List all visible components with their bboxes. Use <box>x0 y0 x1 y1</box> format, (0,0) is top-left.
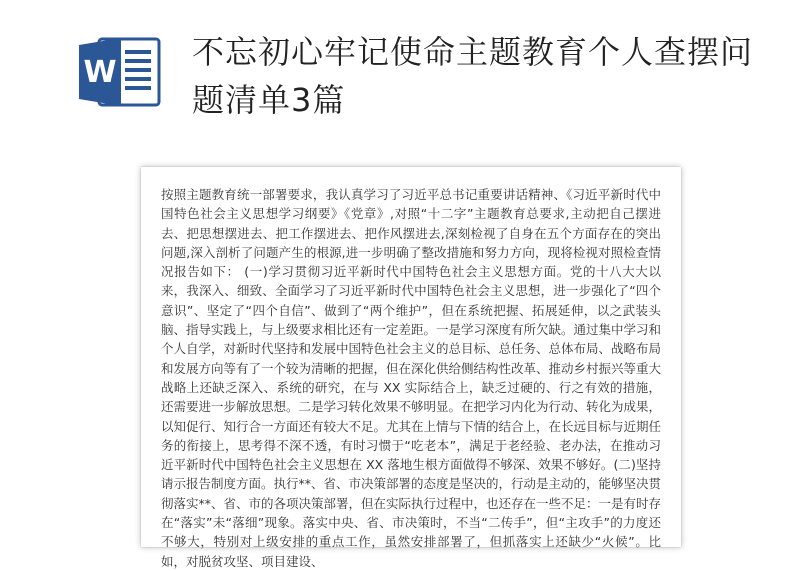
document-header <box>0 0 800 150</box>
word-document-icon <box>77 36 163 108</box>
word-icon-letter: W <box>83 55 117 90</box>
document-page <box>141 167 681 569</box>
document-body-text: 按照主题教育统一部署要求，我认真学习了习近平总书记重要讲话精神、《习近平新时代中国特色社会主义思想学习纲要》《党章》,对照“十二字”主题教育总要求,主动把自己摆进去、把思想摆进去、把工作摆进去、把作风摆进去,深刻检视了自身在五个方面存在的突出问题,深入剖析了问题产生的根源,进一步明确了整改措施和努力方向，现将检视对照检查情况报告如下： (一)学习贯彻习近平新时代中国特色社会主义思想方面。党的十八大大以来，我深入、细致、全面学习了习近平新时代中国特色社会主义思想，进一步强化了“四个意识”、坚定了“四个自信”、做到了“两个维护”，但在系统把握、拓展延伸，以之武装头脑、指导实践上，与上级要求相比还有一定差距。一是学习深度有所欠缺。通过集中学习和个人自学，对新时代坚持和发展中国特色社会主义的总目标、总任务、总体布局、战略布局和发展方向等有了一个较为清晰的把握，但在深化供给侧结构性改革、推动乡村振兴等重大战略上还缺乏深入、系统的研究，在与 XX 实际结合上，缺乏过硬的、行之有效的措施，还需要进一步解放思想。二是学习转化效果不够明显。在把学习内化为行动、转化为成果，以知促行、知行合一方面还有较大不足。尤其在上情与下情的结合上，在长远目标与近期任务的衔接上，思考得不深不透，有时习惯于“吃老本”，满足于老经验、老办法，在推动习近平新时代中国特色社会主义思想在 XX 落地生根方面做得不够深、效果不够好。(二)坚持请示报告制度方面。执行**、省、市决策部署的态度是坚决的，行动是主动的，能够坚决贯彻落实**、省、市的各项决策部署，但在实际执行过程中，也还存在一些不足：一是有时存在“落实”未“落细”现象。落实中央、省、市决策时，不当“二传手”，但“主攻手”的力度还不够大，特别对上级安排的重点工作，虽然安排部署了，但抓落实上还缺少“火候”。比如，对脱贫攻坚、项目建设、 <box>161 187 662 569</box>
document-title: 不忘初心牢记使命主题教育个人查摆问题清单3篇 <box>192 33 754 119</box>
